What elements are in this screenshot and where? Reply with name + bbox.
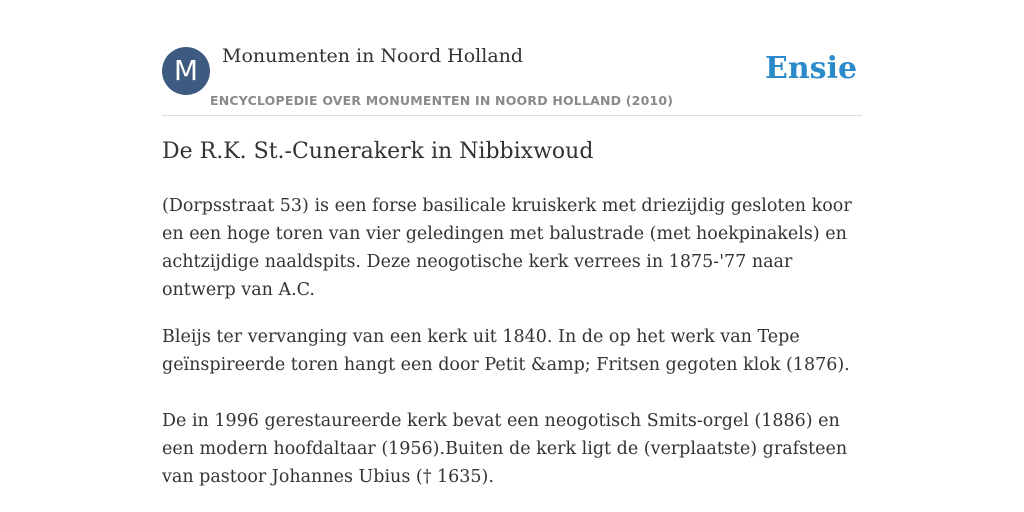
book-title-link[interactable]: Monumenten in Noord Holland	[222, 45, 524, 67]
entry-paragraph-2: Bleijs ter vervanging van een kerk uit 1840. In de op het werk van Tepe geïnspireerde toren hangt een door Petit &amp; Fritsen gegoten klok (1876).	[162, 327, 850, 375]
header-divider	[162, 115, 862, 116]
book-subtitle: ENCYCLOPEDIE OVER MONUMENTEN IN NOORD HOLLAND (2010)	[210, 93, 674, 108]
entry-paragraph-1: (Dorpsstraat 53) is een forse basilicale kruiskerk met driezijdig gesloten koor en een hoge toren van vier geledingen met balustrade (met hoekpinakels) en achtzijdige naaldspits. Deze neogotische kerk verrees in 1875-'77 naar ontwerp van A.C.	[162, 196, 852, 300]
book-avatar[interactable]: M	[162, 47, 210, 95]
entry-title: De R.K. St.-Cunerakerk in Nibbixwoud	[162, 139, 594, 164]
ensie-logo[interactable]: Ensie	[765, 51, 858, 86]
entry-paragraph-3: De in 1996 gerestaureerde kerk bevat een neogotisch Smits-orgel (1886) en een modern hoofdaltaar (1956).Buiten de kerk ligt de (verplaatste) grafsteen van pastoor Johannes Ubius († 1635).	[162, 411, 848, 487]
